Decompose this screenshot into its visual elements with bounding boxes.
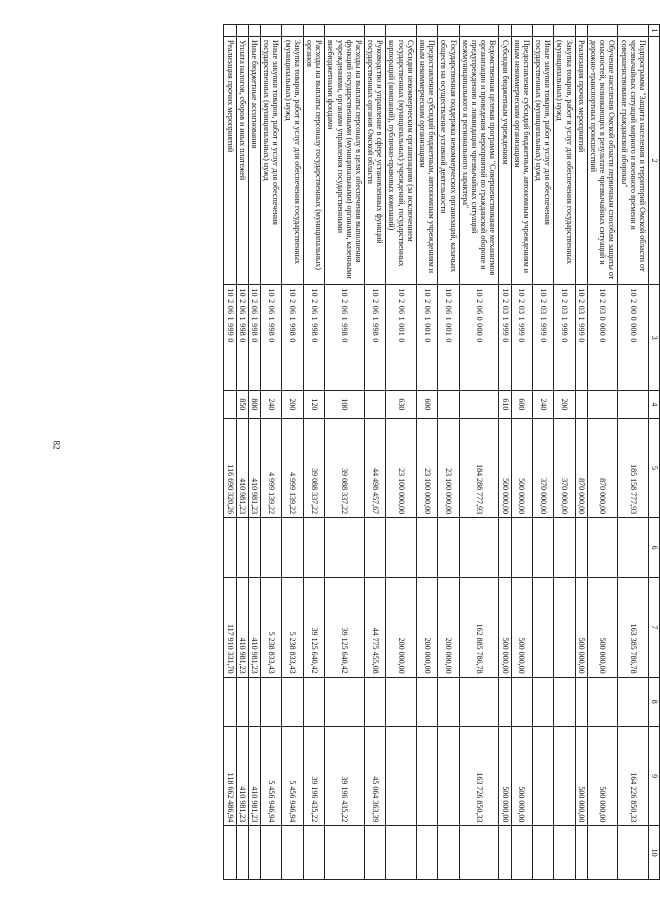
table-cell-col-6 (282, 518, 303, 578)
table-cell-col-1 (575, 25, 587, 37)
table-cell-col-3: 10 2 06 1 998 0 (364, 285, 385, 391)
table-cell-col-2: Ведомственная целевая программа "Совершенствование механизмов организации и проведения мероприятий по гражданской обороне и предупреждению и ликвидации чрезвычайных ситуаций межмуниципального и регионального характера" (459, 37, 499, 285)
table-cell-col-4 (587, 391, 618, 418)
table-cell-col-3: 10 2 03 1 999 0 (511, 285, 532, 391)
table-cell-col-9 (386, 726, 417, 825)
table-cell-col-9: 5 456 946,94 (282, 726, 303, 825)
table-cell-col-2: Расходы на выплаты персоналу государственных (муниципальных) органов (303, 37, 324, 285)
table-cell-col-9: 500 000,00 (499, 726, 511, 825)
table-cell-col-5: 410 981,23 (236, 418, 248, 517)
table-cell-col-8 (248, 677, 260, 726)
table-cell-col-10 (554, 826, 575, 880)
table-cell-col-3: 10 2 03 1 999 0 (575, 285, 587, 391)
table-row (261, 25, 282, 880)
table-cell-col-4: 600 (511, 391, 532, 418)
table-cell-col-8 (282, 677, 303, 726)
table-row (248, 25, 260, 880)
table-row (532, 25, 553, 880)
table-cell-col-9 (532, 726, 553, 825)
table-cell-col-8 (236, 677, 248, 726)
table-cell-col-7: 39 125 640,42 (303, 578, 324, 677)
table-row (438, 25, 459, 880)
table-cell-col-4: 240 (261, 391, 282, 418)
table-cell-col-2: Субсидии некоммерческим организациям (за исключением государственных (муниципальных) учреждений, государственных корпораций (компаний), публично-правовых компаний) (386, 37, 417, 285)
table-cell-col-1 (532, 25, 553, 37)
table-cell-col-3: 10 2 03 1 999 0 (554, 285, 575, 391)
table-cell-col-2: Реализация прочих мероприятий (224, 37, 236, 285)
table-cell-col-3: 10 2 06 1 998 0 (248, 285, 260, 391)
table-cell-col-6 (224, 518, 236, 578)
table-cell-col-5: 500 000,00 (511, 418, 532, 517)
table-cell-col-1 (618, 25, 649, 37)
table-cell-col-2: Подпрограмма "Защита населения и территорий Омской области от чрезвычайных ситуаций мирного и военного времени и совершенствование гражданской обороны" (618, 37, 649, 285)
table-cell-col-4: 800 (248, 391, 260, 418)
column-header-1: 1 (649, 25, 660, 37)
table-cell-col-10 (511, 826, 532, 880)
table-cell-col-2: Уплата налогов, сборов и иных платежей (236, 37, 248, 285)
table-cell-col-8 (325, 677, 365, 726)
table-cell-col-1 (438, 25, 459, 37)
table-row (499, 25, 511, 880)
table-cell-col-5: 4 999 139,22 (261, 418, 282, 517)
table-row (554, 25, 575, 880)
table-cell-col-8 (303, 677, 324, 726)
table-cell-col-8 (532, 677, 553, 726)
table-cell-col-9: 39 196 435,22 (303, 726, 324, 825)
table-cell-col-9 (554, 726, 575, 825)
table-cell-col-1 (325, 25, 365, 37)
table-cell-col-4: 630 (386, 391, 417, 418)
table-cell-col-5: 870 000,00 (587, 418, 618, 517)
table-cell-col-5: 23 100 000,00 (416, 418, 437, 517)
column-header-7: 7 (649, 578, 660, 677)
table-cell-col-7: 5 238 833,43 (261, 578, 282, 677)
table-row (325, 25, 365, 880)
table-cell-col-5: 185 158 777,93 (618, 418, 649, 517)
table-cell-col-9 (416, 726, 437, 825)
table-cell-col-3: 10 2 03 1 999 0 (499, 285, 511, 391)
table-row (459, 25, 499, 880)
table-cell-col-1 (236, 25, 248, 37)
table-cell-col-9: 500 000,00 (511, 726, 532, 825)
table-cell-col-3: 10 2 06 1 001 0 (386, 285, 417, 391)
column-header-5: 5 (649, 418, 660, 517)
table-cell-col-3: 10 2 06 1 998 0 (282, 285, 303, 391)
table-cell-col-3: 10 2 06 1 999 0 (224, 285, 236, 391)
table-cell-col-7: 5 238 833,43 (282, 578, 303, 677)
table-cell-col-6 (364, 518, 385, 578)
table-cell-col-4 (575, 391, 587, 418)
table-cell-col-7: 410 981,23 (248, 578, 260, 677)
table-cell-col-3: 10 2 06 1 998 0 (325, 285, 365, 391)
table-cell-col-2: Реализация прочих мероприятий (575, 37, 587, 285)
table-cell-col-1 (364, 25, 385, 37)
table-cell-col-5: 23 100 000,00 (438, 418, 459, 517)
table-cell-col-6 (532, 518, 553, 578)
table-cell-col-4: 610 (499, 391, 511, 418)
table-cell-col-9: 5 456 946,94 (261, 726, 282, 825)
table-cell-col-8 (575, 677, 587, 726)
table-cell-col-7: 200 000,00 (438, 578, 459, 677)
table-cell-col-6 (386, 518, 417, 578)
table-cell-col-9: 500 000,00 (587, 726, 618, 825)
table-cell-col-3: 10 2 06 1 001 0 (416, 285, 437, 391)
table-cell-col-5: 410 981,23 (248, 418, 260, 517)
table-cell-col-10 (587, 826, 618, 880)
table-cell-col-2: Иные бюджетные ассигнования (248, 37, 260, 285)
table-cell-col-1 (248, 25, 260, 37)
table-cell-col-6 (587, 518, 618, 578)
table-cell-col-8 (618, 677, 649, 726)
table-row (386, 25, 417, 880)
table-cell-col-9: 164 226 850,33 (618, 726, 649, 825)
table-cell-col-6 (325, 518, 365, 578)
table-cell-col-5: 370 000,00 (532, 418, 553, 517)
table-cell-col-4: 600 (416, 391, 437, 418)
table-cell-col-7: 500 000,00 (511, 578, 532, 677)
table-cell-col-4: 240 (532, 391, 553, 418)
table-cell-col-1 (511, 25, 532, 37)
column-header-10: 10 (649, 826, 660, 880)
table-cell-col-5: 870 000,00 (575, 418, 587, 517)
table-cell-col-8 (587, 677, 618, 726)
table-cell-col-5: 44 498 457,67 (364, 418, 385, 517)
table-cell-col-8 (499, 677, 511, 726)
table-cell-col-6 (618, 518, 649, 578)
table-cell-col-6 (575, 518, 587, 578)
table-cell-col-6 (261, 518, 282, 578)
table-cell-col-10 (303, 826, 324, 880)
table-cell-col-7: 200 000,00 (416, 578, 437, 677)
table-cell-col-2: Предоставление субсидий бюджетным, автономным учреждениям и иным некоммерческим организациям (416, 37, 437, 285)
table-cell-col-9: 163 726 850,33 (459, 726, 499, 825)
table-cell-col-8 (416, 677, 437, 726)
table-cell-col-6 (303, 518, 324, 578)
table-cell-col-4: 200 (282, 391, 303, 418)
table-row (224, 25, 236, 880)
table-cell-col-3: 10 2 06 0 000 0 (459, 285, 499, 391)
table-cell-col-2: Иные закупки товаров, работ и услуг для обеспечения государственных (муниципальных) нужд (261, 37, 282, 285)
table-cell-col-10 (282, 826, 303, 880)
table-cell-col-7: 163 385 786,78 (618, 578, 649, 677)
table-cell-col-9 (438, 726, 459, 825)
table-cell-col-4 (438, 391, 459, 418)
table-cell-col-6 (554, 518, 575, 578)
table-cell-col-4 (224, 391, 236, 418)
table-row (364, 25, 385, 880)
table-row (303, 25, 324, 880)
budget-table (224, 24, 660, 880)
table-cell-col-1 (416, 25, 437, 37)
table-cell-col-10 (575, 826, 587, 880)
table-cell-col-9: 410 981,23 (248, 726, 260, 825)
table-cell-col-5: 23 100 000,00 (386, 418, 417, 517)
table-cell-col-5: 39 088 337,22 (325, 418, 365, 517)
table-cell-col-7: 200 000,00 (386, 578, 417, 677)
table-cell-col-8 (511, 677, 532, 726)
table-cell-col-6 (499, 518, 511, 578)
table-cell-col-4 (618, 391, 649, 418)
table-cell-col-1 (459, 25, 499, 37)
table-cell-col-1 (303, 25, 324, 37)
table-cell-col-4 (364, 391, 385, 418)
table-cell-col-4 (459, 391, 499, 418)
column-header-6: 6 (649, 518, 660, 578)
table-cell-col-8 (554, 677, 575, 726)
table-cell-col-2: Государственная поддержка некоммерческих организаций, казачьих обществ на осуществление уставной деятельности (438, 37, 459, 285)
table-cell-col-5: 370 000,00 (554, 418, 575, 517)
table-cell-col-3: 10 2 03 1 999 0 (532, 285, 553, 391)
table-cell-col-1 (499, 25, 511, 37)
table-cell-col-2: Обучение населения Омской области первичным способам защиты от опасностей, возникающих в результате чрезвычайных ситуаций и дорожно-транспортных происшествий (587, 37, 618, 285)
table-cell-col-9: 45 064 363,39 (364, 726, 385, 825)
table-cell-col-5: 184 288 777,93 (459, 418, 499, 517)
table-cell-col-4: 120 (303, 391, 324, 418)
table-cell-col-10 (248, 826, 260, 880)
table-cell-col-2: Предоставление субсидий бюджетным, автономным учреждениям и иным некоммерческим организациям (511, 37, 532, 285)
table-cell-col-9: 118 662 486,94 (224, 726, 236, 825)
table-cell-col-7 (532, 578, 553, 677)
table-cell-col-2: Руководство и управление в сфере установленных функций государственных органов Омской области (364, 37, 385, 285)
table-cell-col-2: Иные закупки товаров, работ и услуг для обеспечения государственных (муниципальных) нужд (532, 37, 553, 285)
table-cell-col-9: 410 981,23 (236, 726, 248, 825)
table-cell-col-6 (236, 518, 248, 578)
table-cell-col-5: 116 690 320,26 (224, 418, 236, 517)
table-cell-col-5: 4 999 139,22 (282, 418, 303, 517)
table-cell-col-7: 500 000,00 (499, 578, 511, 677)
column-header-4: 4 (649, 391, 660, 418)
table-cell-col-8 (261, 677, 282, 726)
page-number: 82 (51, 440, 62, 450)
table-cell-col-3: 10 2 00 0 000 0 (618, 285, 649, 391)
budget-table-sheet (80, 24, 660, 880)
table-cell-col-6 (459, 518, 499, 578)
table-cell-col-10 (261, 826, 282, 880)
table-cell-col-2: Закупка товаров, работ и услуг для обеспечения государственных (муниципальных) нужд (282, 37, 303, 285)
table-cell-col-10 (224, 826, 236, 880)
table-cell-col-5: 500 000,00 (499, 418, 511, 517)
table-cell-col-10 (416, 826, 437, 880)
table-cell-col-3: 10 2 03 0 000 0 (587, 285, 618, 391)
table-cell-col-6 (248, 518, 260, 578)
table-cell-col-3: 10 2 06 1 998 0 (261, 285, 282, 391)
table-cell-col-10 (236, 826, 248, 880)
table-cell-col-1 (261, 25, 282, 37)
table-row (282, 25, 303, 880)
column-header-3: 3 (649, 285, 660, 391)
table-row (416, 25, 437, 880)
table-cell-col-10 (438, 826, 459, 880)
table-cell-col-8 (438, 677, 459, 726)
table-cell-col-10 (618, 826, 649, 880)
table-cell-col-10 (325, 826, 365, 880)
table-cell-col-8 (224, 677, 236, 726)
table-cell-col-1 (554, 25, 575, 37)
table-cell-col-7: 39 125 640,42 (325, 578, 365, 677)
column-header-2: 2 (649, 37, 660, 285)
table-cell-col-1 (282, 25, 303, 37)
table-row (511, 25, 532, 880)
table-cell-col-6 (511, 518, 532, 578)
table-cell-col-3: 10 2 06 1 998 0 (303, 285, 324, 391)
table-cell-col-7: 44 775 455,08 (364, 578, 385, 677)
table-cell-col-9: 500 000,00 (575, 726, 587, 825)
table-cell-col-1 (224, 25, 236, 37)
table-cell-col-5: 39 088 337,22 (303, 418, 324, 517)
table-cell-col-1 (386, 25, 417, 37)
table-cell-col-3: 10 2 06 1 001 0 (438, 285, 459, 391)
table-cell-col-8 (459, 677, 499, 726)
table-cell-col-1 (587, 25, 618, 37)
table-cell-col-10 (532, 826, 553, 880)
table-cell-col-2: Расходы на выплаты персоналу в целях обеспечения выполнения функций государственными (муниципальными) органами, казенными учреждениями, органами управления государственными внебюджетными фондами (325, 37, 365, 285)
table-cell-col-10 (499, 826, 511, 880)
column-number-row (649, 25, 660, 880)
table-cell-col-10 (459, 826, 499, 880)
table-cell-col-7: 500 000,00 (575, 578, 587, 677)
table-cell-col-7 (554, 578, 575, 677)
table-cell-col-6 (416, 518, 437, 578)
table-cell-col-6 (438, 518, 459, 578)
table-cell-col-7: 500 000,00 (587, 578, 618, 677)
table-cell-col-9: 39 196 435,22 (325, 726, 365, 825)
table-cell-col-4: 200 (554, 391, 575, 418)
table-cell-col-3: 10 2 06 1 998 0 (236, 285, 248, 391)
table-cell-col-7: 117 910 331,70 (224, 578, 236, 677)
table-cell-col-10 (364, 826, 385, 880)
column-header-9: 9 (649, 726, 660, 825)
table-body (224, 25, 649, 880)
table-row (236, 25, 248, 880)
table-cell-col-4: 100 (325, 391, 365, 418)
table-cell-col-7: 410 981,23 (236, 578, 248, 677)
table-row (587, 25, 618, 880)
table-cell-col-8 (386, 677, 417, 726)
table-cell-col-2: Субсидии бюджетным учреждениям (499, 37, 511, 285)
column-header-8: 8 (649, 677, 660, 726)
table-cell-col-10 (386, 826, 417, 880)
table-row (618, 25, 649, 880)
table-cell-col-8 (364, 677, 385, 726)
table-cell-col-2: Закупка товаров, работ и услуг для обеспечения государственных (муниципальных) нужд (554, 37, 575, 285)
table-cell-col-7: 162 885 786,78 (459, 578, 499, 677)
table-cell-col-4: 850 (236, 391, 248, 418)
table-row (575, 25, 587, 880)
